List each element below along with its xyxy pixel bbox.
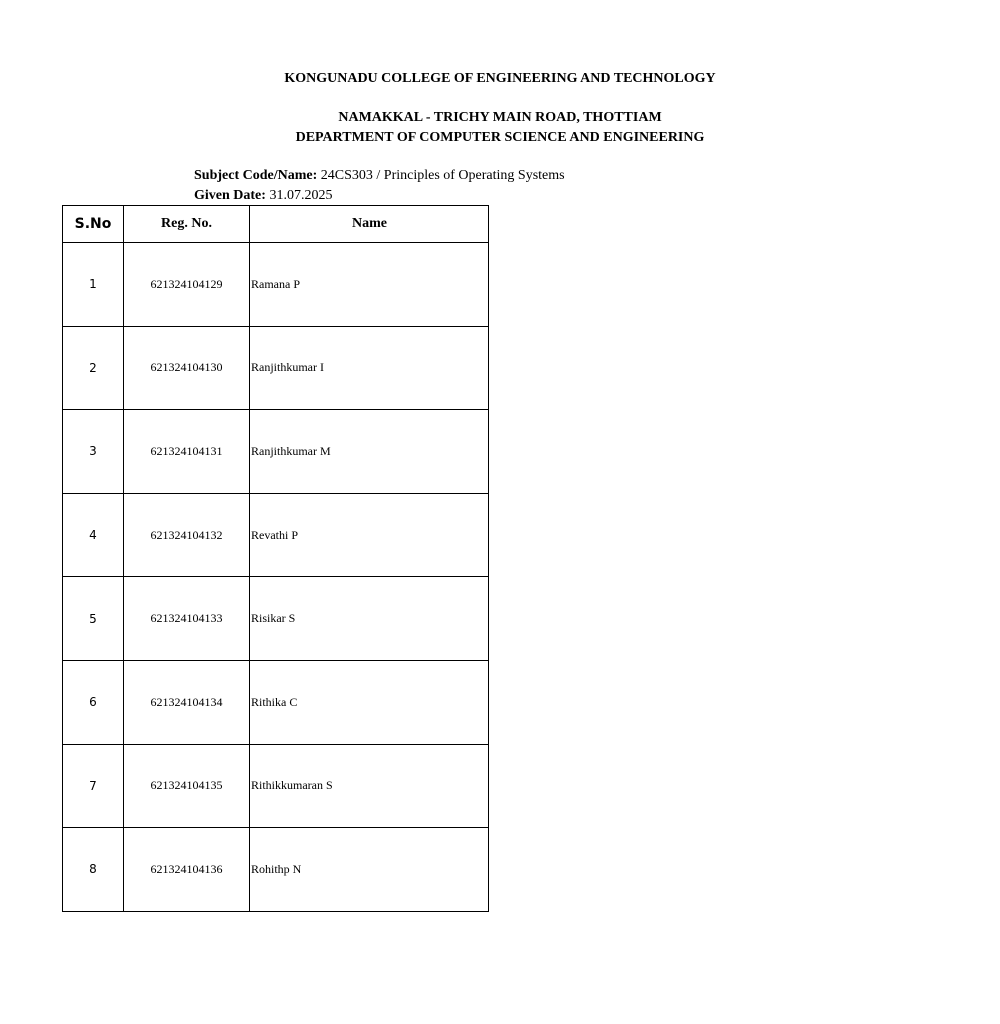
student-table [62,205,489,912]
cell-sno: 8 [63,828,124,912]
subject-value: 24CS303 / Principles of Operating Systems [317,168,565,183]
cell-reg-no: 621324104135 [124,744,250,828]
cell-reg-no: 621324104131 [124,410,250,494]
date-value: 31.07.2025 [265,188,333,203]
cell-name: Ramana P [250,243,489,327]
cell-reg-no: 621324104129 [124,243,250,327]
cell-name: Ranjithkumar M [250,410,489,494]
header-sno: S.No [63,206,124,243]
header-name: Name [250,206,489,243]
table-row [63,243,489,327]
cell-reg-no: 621324104133 [124,577,250,661]
table-header-row [63,206,489,243]
table-row [63,744,489,828]
cell-reg-no: 621324104130 [124,326,250,410]
cell-sno: 6 [63,660,124,744]
cell-sno: 5 [63,577,124,661]
table-row [63,660,489,744]
college-address: NAMAKKAL - TRICHY MAIN ROAD, THOTTIAM [338,110,662,125]
cell-reg-no: 621324104136 [124,828,250,912]
header-reg-no: Reg. No. [124,206,250,243]
cell-name: Risikar S [250,577,489,661]
table-row [63,326,489,410]
table-row [63,493,489,577]
cell-reg-no: 621324104134 [124,660,250,744]
department-name: DEPARTMENT OF COMPUTER SCIENCE AND ENGINEERING [295,130,705,145]
cell-name: Rohithp N [250,828,489,912]
cell-sno: 7 [63,744,124,828]
cell-sno: 3 [63,410,124,494]
date-line [194,188,332,204]
cell-sno: 4 [63,493,124,577]
table-row [63,410,489,494]
cell-sno: 1 [63,243,124,327]
cell-name: Ranjithkumar I [250,326,489,410]
cell-name: Rithika C [250,660,489,744]
college-name: KONGUNADU COLLEGE OF ENGINEERING AND TECHNOLOGY [284,71,716,86]
subject-label: Subject Code/Name: [194,168,318,183]
cell-sno: 2 [63,326,124,410]
table-row [63,828,489,912]
cell-reg-no: 621324104132 [124,493,250,577]
subject-line [194,168,565,184]
cell-name: Revathi P [250,493,489,577]
table-row [63,577,489,661]
cell-name: Rithikkumaran S [250,744,489,828]
date-label: Given Date: [194,188,266,203]
